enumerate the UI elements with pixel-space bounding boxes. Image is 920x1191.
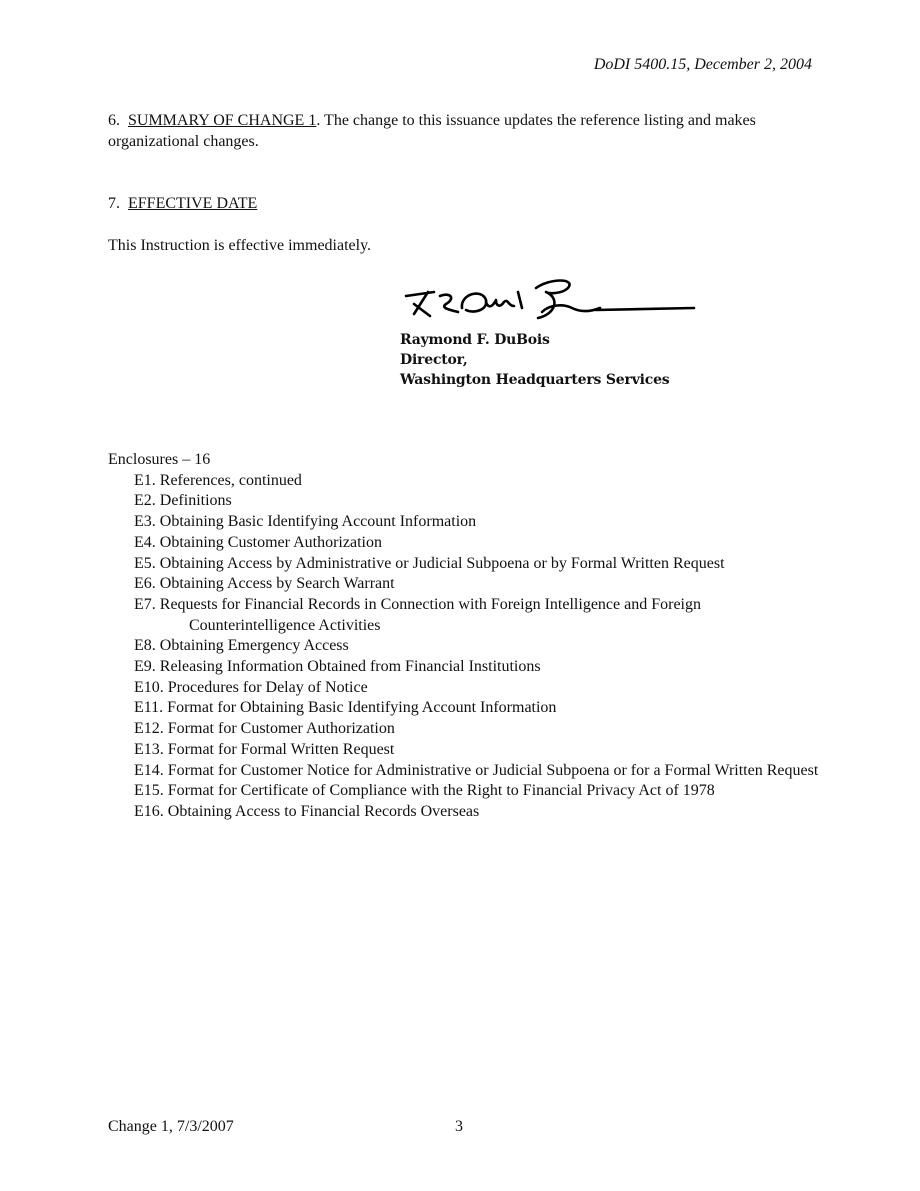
enclosure-item: E2. Definitions: [134, 492, 232, 510]
enclosure-item: E11. Format for Obtaining Basic Identifying Account Information: [134, 699, 557, 717]
section-number: 7.: [108, 195, 120, 212]
page-number: 3: [455, 1118, 463, 1135]
enclosure-list: [108, 471, 828, 823]
enclosure-item: E8. Obtaining Emergency Access: [134, 637, 349, 655]
enclosure-item: E10. Procedures for Delay of Notice: [134, 678, 368, 696]
enclosure-item: E16. Obtaining Access to Financial Records Overseas: [134, 802, 480, 820]
section-title: EFFECTIVE DATE: [128, 195, 258, 212]
enclosures-heading: Enclosures – 16: [108, 451, 211, 468]
section-summary-of-change: [108, 110, 818, 152]
enclosures-section: [108, 450, 828, 823]
enclosure-item: E7. Requests for Financial Records in Connection with Foreign Intelligence and Foreign Counterintelligence Activities: [134, 595, 701, 634]
enclosure-item: E12. Format for Customer Authorization: [134, 720, 395, 738]
section-text: . The change to this issuance updates the reference listing and makes organizational changes.: [108, 112, 756, 150]
document-header: DoDI 5400.15, December 2, 2004: [593, 56, 812, 73]
enclosure-item: E5. Obtaining Access by Administrative or Judicial Subpoena or by Formal Written Request: [134, 554, 725, 572]
signatory-name: Raymond F. DuBois: [400, 332, 550, 348]
enclosure-item: E3. Obtaining Basic Identifying Account Information: [134, 513, 477, 531]
enclosure-item: E4. Obtaining Customer Authorization: [134, 533, 382, 551]
section-title: SUMMARY OF CHANGE 1: [128, 112, 317, 129]
enclosure-item: E14. Format for Customer Notice for Administrative or Judicial Subpoena or for a Formal Written Request: [134, 761, 819, 779]
handwritten-signature: [400, 274, 700, 330]
footer-change-info: Change 1, 7/3/2007: [108, 1118, 234, 1135]
enclosure-item: E13. Format for Formal Written Request: [134, 740, 395, 758]
enclosure-item: E9. Releasing Information Obtained from Financial Institutions: [134, 658, 541, 676]
enclosure-item: E15. Format for Certificate of Compliance with the Right to Financial Privacy Act of 1978: [134, 782, 715, 800]
section-effective-date: [108, 193, 818, 214]
effective-date-text: This Instruction is effective immediately.: [108, 237, 372, 254]
signature-block: [400, 274, 700, 390]
enclosure-item: E1. References, continued: [134, 471, 302, 489]
signatory-organization: Washington Headquarters Services: [400, 372, 670, 388]
section-number: 6.: [108, 112, 120, 129]
signatory-title: Director,: [400, 352, 468, 368]
enclosure-item: E6. Obtaining Access by Search Warrant: [134, 575, 395, 593]
